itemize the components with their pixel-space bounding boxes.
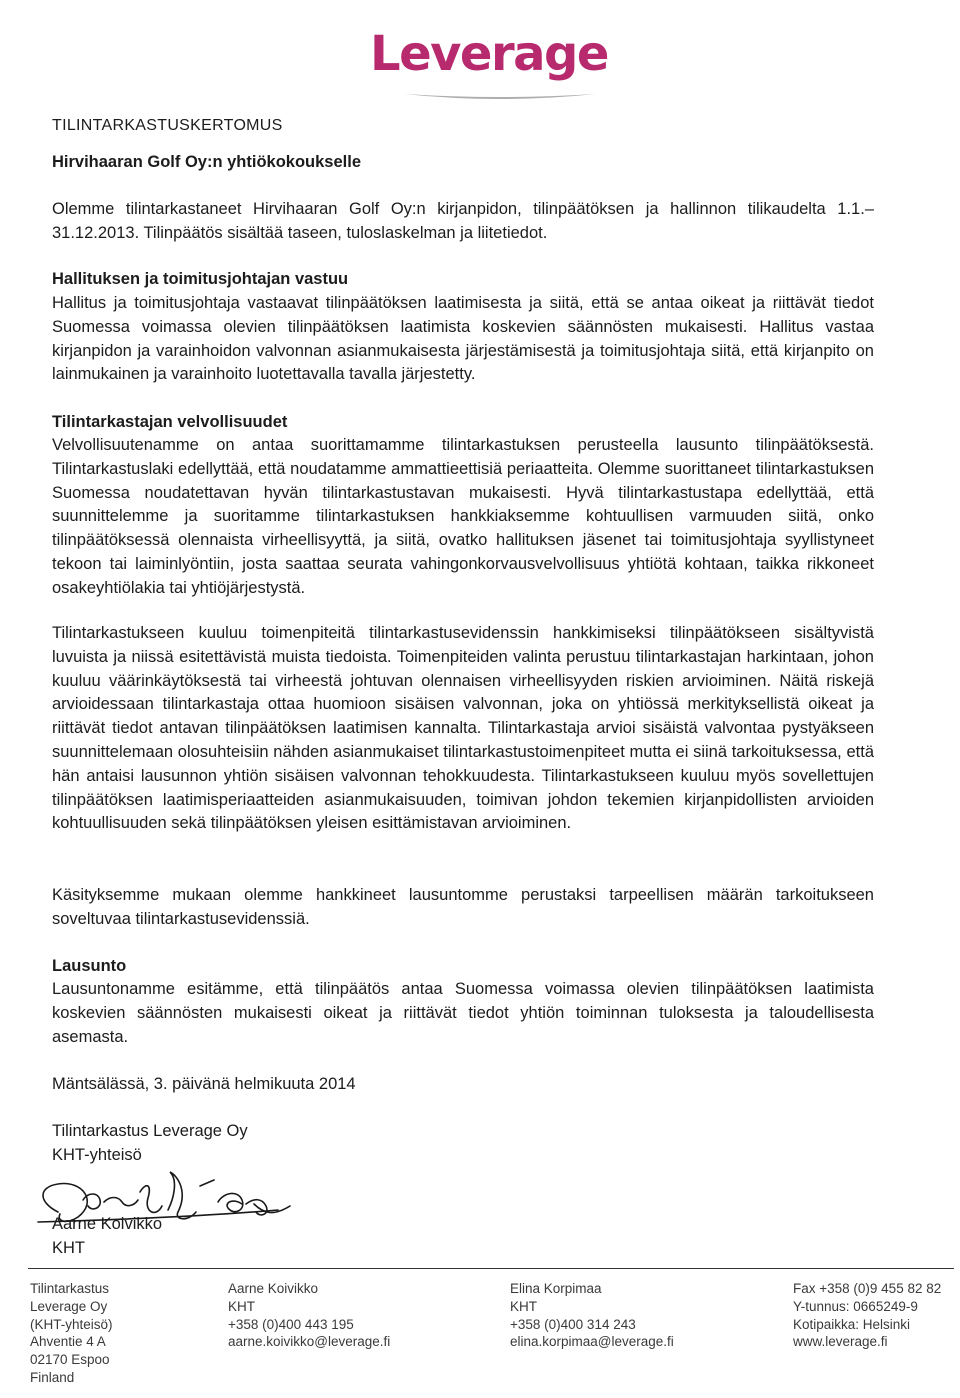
footer-company-details [793, 1280, 941, 1351]
board-responsibility-heading: Hallituksen ja toimitusjohtajan vastuu [52, 270, 349, 288]
board-responsibility-paragraph: Hallitus ja toimitusjohtaja vastaavat tilinpäätöksen laatimisesta ja siitä, että se antaa oikeat ja riittävät tiedot Suomessa voimassa olevien tilinpäätöksen laatimista koskevien säännösten mukaisesti. Hallitus vastaa kirjanpidon ja varainhoidon valvonnan asianmukaisesta järjestämisestä ja toimitusjohtaja siitä, että kirjanpito on lainmukainen ja varainhoito luotettavalla tavalla järjestetty. [52, 294, 874, 384]
logo-swoosh-icon [400, 88, 600, 102]
logo-text: Leverage [370, 26, 608, 82]
leverage-logo [370, 26, 615, 110]
footer-email-link[interactable]: aarne.koivikko@leverage.fi [228, 1334, 391, 1350]
opinion-heading: Lausunto [52, 957, 127, 975]
recipient-heading: Hirvihaaran Golf Oy:n yhtiökokoukselle [52, 153, 361, 171]
auditor-duties-paragraph-3: Käsityksemme mukaan olemme hankkineet lausuntomme perustaksi tarpeellisen määrän tarkoitukseen soveltuvaa tilintarkastusevidenssiä. [52, 886, 874, 928]
footer-line: (KHT-yhteisö) [30, 1316, 113, 1332]
firm-type: KHT-yhteisö [52, 1146, 142, 1164]
auditor-duties-paragraph-1: Velvollisuutenamme on antaa suorittamamme tilintarkastuksen perusteella lausunto tilinpäätöksestä. Tilintarkastuslaki edellyttää, että noudatamme ammattieettisiä periaatteita. Olemme suorittaneet tilintarkastuksen Suomessa noudatettavan hyvän tilintarkastustavan mukaisesti. Hyvä tilintarkastustapa edellyttää, että suunnittelemme ja suoritamme tilintarkastuksen hankkiaksemme kohtuullisen varmuuden siitä, onko tilinpäätöksessä olennaista virheellisyyttä, ja siitä, ovatko hallituksen jäsenet tai toimitusjohtaja syyllistyneet tekoon tai laiminlyöntiin, josta saattaa seurata vahingonkorvausvelvollisuus yhtiötä kohtaan, taikka rikkoneet osakeyhtiölakia tai yhtiöjärjestystä. [52, 436, 874, 597]
firm-name: Tilintarkastus Leverage Oy [52, 1122, 248, 1140]
footer-line: +358 (0)400 314 243 [510, 1316, 636, 1332]
footer-line: Leverage Oy [30, 1298, 108, 1314]
intro-paragraph: Olemme tilintarkastaneet Hirvihaaran Golf Oy:n kirjanpidon, tilinpäätöksen ja hallinnon tilikaudelta 1.1.– 31.12.2013. Tilinpäätös sisältää taseen, tuloslaskelman ja liitetiedot. [52, 200, 874, 242]
footer-line: KHT [510, 1298, 537, 1314]
footer-line: Kotipaikka: Helsinki [793, 1316, 911, 1332]
footer-website-link[interactable]: www.leverage.fi [793, 1334, 888, 1350]
auditor-duties-heading: Tilintarkastajan velvollisuudet [52, 413, 288, 431]
footer-line: +358 (0)400 443 195 [228, 1316, 354, 1332]
opinion-paragraph: Lausuntonamme esitämme, että tilinpäätös antaa Suomessa voimassa olevien tilinpäätöksen laatimista koskevien säännösten mukaisesti oikeat ja riittävät tiedot yhtiön toiminnan tuloksesta ja taloudellisesta asemasta. [52, 980, 874, 1046]
document-title: TILINTARKASTUSKERTOMUS [52, 117, 283, 134]
footer-line: KHT [228, 1298, 255, 1314]
footer-divider [28, 1268, 954, 1269]
auditor-duties-paragraph-2: Tilintarkastukseen kuuluu toimenpiteitä tilintarkastusevidenssin hankkimiseksi tilinpäätökseen sisältyvistä luvuista ja niissä esitettävistä muista tiedoista. Toimenpiteiden valinta perustuu tilintarkastajan harkintaan, johon kuuluu väärinkäytöksestä tai virheestä johtuvan olennaisen virheellisyyden riskien arvioiminen. Näitä riskejä arvioidessaan tilintarkastaja ottaa huomioon sisäisen valvonnan, joka on yhtiössä merkityksellistä oikeat ja riittävät tiedot antavan tilinpäätöksen laatimisen kannalta. Tilintarkastaja arvioi sisäistä valvontaa pystyäkseen suunnittelemaan olosuhteisiin nähden asianmukaiset tilintarkastustoimenpiteet mutta ei siinä tarkoituksessa, että hän antaisi lausunnon yhtiön sisäisen valvonnan tehokkuudesta. Tilintarkastukseen kuuluu myös sovellettujen tilinpäätöksen laatimisperiaatteiden asianmukaisuuden, toimivan johdon tekemien kirjanpidollisten arvioiden kohtuullisuuden sekä tilinpäätöksen yleisen esittämistavan arvioiminen. [52, 624, 874, 833]
footer-contact-korpimaa [510, 1280, 674, 1351]
footer-line: Fax +358 (0)9 455 82 82 [793, 1281, 942, 1296]
signer-name: Aarne Koivikko [52, 1215, 163, 1233]
place-and-date: Mäntsälässä, 3. päivänä helmikuuta 2014 [52, 1075, 356, 1093]
footer-contact-koivikko [228, 1280, 390, 1351]
footer-line: Ahventie 4 A [30, 1334, 106, 1350]
footer-line: Aarne Koivikko [228, 1281, 319, 1296]
footer-line: Finland [30, 1369, 75, 1385]
signer-title: KHT [52, 1239, 85, 1257]
footer-email-link[interactable]: elina.korpimaa@leverage.fi [510, 1334, 674, 1350]
footer-line: 02170 Espoo [30, 1352, 110, 1368]
footer-line: Y-tunnus: 0665249-9 [793, 1298, 918, 1314]
footer-line: Elina Korpimaa [510, 1281, 602, 1296]
footer-company-address [30, 1280, 113, 1387]
footer-line: Tilintarkastus [30, 1281, 110, 1296]
